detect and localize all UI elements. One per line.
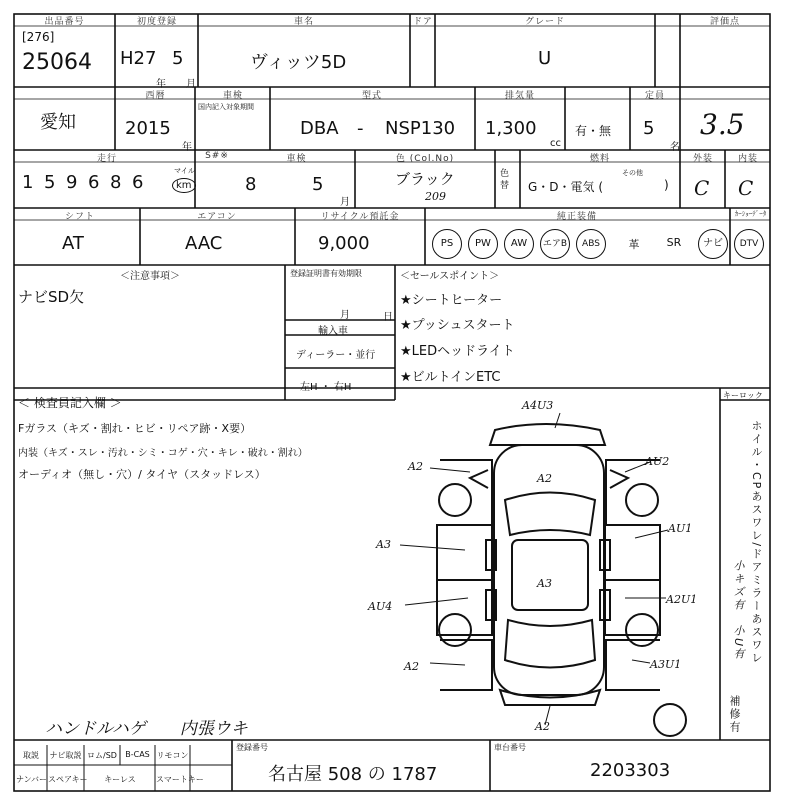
dealer-label: ディーラー・並行 <box>296 350 376 361</box>
mileage-digit: 5 <box>44 172 56 193</box>
aircon-label: エアコン <box>197 212 237 222</box>
lot-number: 25064 <box>22 50 92 75</box>
score-value: 3.5 <box>700 108 745 141</box>
equip-airbag-badge: エアB <box>540 229 570 259</box>
sales-point: ★シートヒーター <box>400 293 503 308</box>
capacity-label: 定員 <box>644 91 665 101</box>
option-navi-manual: ナビ取説 <box>49 751 82 760</box>
displacement: 1,300 <box>485 118 537 139</box>
damage-mark: A2 <box>537 472 552 485</box>
option-manual: 取説 <box>23 751 39 760</box>
mileage-unit-alt: マイル <box>174 167 195 175</box>
equip-dtv-badge: DTV <box>734 229 764 259</box>
media-label: ｶｰｼｮｰﾃﾞｰﾀ <box>734 210 767 218</box>
notes-header: ＜注意事項＞ <box>120 271 180 282</box>
fuel-options: G・D・電気 ( <box>528 180 604 194</box>
damage-mark: A2U1 <box>666 593 698 606</box>
recycle-fee: 9,000 <box>318 233 370 254</box>
mileage-digit: 1 <box>22 172 34 193</box>
damage-mark: A3 <box>537 577 552 590</box>
fuel-code-label: S#※ <box>205 151 229 161</box>
mileage-digit: 9 <box>66 172 78 193</box>
plate-label: 登録番号 <box>236 743 268 752</box>
lot-label: 出品番号 <box>44 17 85 27</box>
option-keyless: キーレス <box>104 775 136 784</box>
damage-mark: AU2 <box>645 455 670 468</box>
color-code: 209 <box>425 190 446 203</box>
notes-line: ナビSD欠 <box>18 288 85 306</box>
type-prefix: DBA <box>300 118 339 139</box>
damage-mark: AU4 <box>368 600 393 613</box>
ac-label: 有・無 <box>575 124 612 138</box>
capacity-unit: 名 <box>670 142 680 153</box>
inspect-label: 車検 <box>222 91 243 101</box>
side-note-1: ホイル・CPあスワレ/ドアミラーあスワレ <box>750 420 763 666</box>
mileage-unit: km <box>172 178 196 193</box>
option-plate: ナンバー <box>16 775 48 784</box>
equip-ps-badge: PS <box>432 229 462 259</box>
color: ブラック <box>395 170 455 188</box>
equip-navi-badge: ナビ <box>698 229 728 259</box>
key-lock-label: キーロック <box>723 391 763 400</box>
validity-label: 登録証明書有効期限 <box>290 269 362 278</box>
model-label: 車名 <box>293 17 314 27</box>
mileage-digit: 8 <box>110 172 122 193</box>
damage-mark: A2 <box>535 720 550 733</box>
mileage-digits <box>22 172 154 193</box>
type-dash: - <box>357 118 364 139</box>
sales-point: ★LEDヘッドライト <box>400 344 515 359</box>
inspector-glass: Fガラス（キズ・割れ・ヒビ・リペア跡・X要） <box>18 422 252 435</box>
side-note-3: 補修有 <box>728 695 741 734</box>
displacement-unit: cc <box>550 138 561 149</box>
shift-label: シフト <box>64 212 95 222</box>
shaken-year: 8 <box>245 174 257 195</box>
damage-mark: A3 <box>376 538 391 551</box>
equipment-label: 純正装備 <box>556 212 597 222</box>
shaken-unit: 月 <box>340 197 350 208</box>
option-remote: リモコン <box>156 751 189 760</box>
capacity: 5 <box>643 118 655 139</box>
damage-mark: A2 <box>408 460 423 473</box>
model-name: ヴィッツ5D <box>250 52 347 73</box>
option-bcas: B-CAS <box>125 750 150 759</box>
fuel-other: その他 <box>622 169 643 177</box>
damage-mark: A2 <box>404 660 419 673</box>
sales-point: ★プッシュスタート <box>400 318 515 333</box>
import-label: 輸入車 <box>318 326 348 337</box>
door-label: ドア <box>413 17 433 27</box>
shift: AT <box>62 233 84 254</box>
color-label: 色 (Col.No) <box>395 154 455 164</box>
month-unit: 月 <box>186 79 196 90</box>
inspect-sub: 国内記入対象期間 <box>198 103 254 111</box>
plate-number: 名古屋 508 の 1787 <box>268 764 438 785</box>
score-header-label: 評価点 <box>709 17 740 27</box>
fuel-close: ) <box>664 178 669 192</box>
first-reg-era: H27 <box>120 48 157 69</box>
first-reg-label: 初度登録 <box>136 17 177 27</box>
validity-day: 日 <box>383 312 393 323</box>
lot-sub: [276] <box>22 30 55 44</box>
mileage-digit: 6 <box>132 172 144 193</box>
exterior-grade: C <box>694 176 710 200</box>
interior-grade: C <box>738 176 754 200</box>
equip-sunroof: SR <box>666 236 682 249</box>
equip-leather: 革 <box>628 238 640 251</box>
equip-abs-badge: ABS <box>576 229 606 259</box>
color-change-label: 色替 <box>500 169 510 191</box>
side-note-2: 小キズ有 小U有 <box>732 560 745 662</box>
type-code: NSP130 <box>385 118 456 139</box>
exterior-label: 外装 <box>692 154 713 164</box>
recycle-label: リサイクル預託金 <box>320 212 400 222</box>
equip-aw-badge: AW <box>504 229 534 259</box>
option-rom-sd: ロム/SD <box>87 751 117 760</box>
shaken-label: 車検 <box>286 154 307 164</box>
model-year: 2015 <box>125 118 171 139</box>
grade: U <box>538 48 552 69</box>
mileage-digit: 6 <box>88 172 100 193</box>
type-label: 型式 <box>361 91 382 101</box>
option-smart-key: スマートキー <box>156 775 204 784</box>
model-year-unit: 年 <box>182 142 192 153</box>
grade-label: グレード <box>524 17 565 27</box>
chassis-number: 2203303 <box>590 760 671 781</box>
sales-point: ★ビルトインETC <box>400 370 501 385</box>
inspector-interior: 内装（キズ・スレ・汚れ・シミ・コゲ・穴・キレ・破れ・割れ） <box>18 448 308 459</box>
sales-header: ＜セールスポイント＞ <box>400 271 500 282</box>
model-year-label: 西暦 <box>145 91 166 101</box>
damage-mark: A4U3 <box>522 399 554 412</box>
inspector-handwritten: ハンドルハゲ 内張ウキ <box>45 719 248 739</box>
mileage-label: 走行 <box>96 154 117 164</box>
interior-label: 内装 <box>737 154 758 164</box>
option-spare-key: スペアキー <box>48 775 88 784</box>
validity-month: 月 <box>340 310 350 321</box>
damage-mark: AU1 <box>668 522 693 535</box>
region: 愛知 <box>40 112 76 133</box>
inspector-audio: オーディオ（無し・穴）/ タイヤ（スタッドレス） <box>18 468 266 481</box>
aircon: AAC <box>185 233 223 254</box>
fuel-type-label: 燃料 <box>589 154 610 164</box>
inspector-header: ＜ 検査員記入欄 ＞ <box>18 396 122 410</box>
steering-label: 左H ・ 右H <box>300 382 352 393</box>
damage-mark: A3U1 <box>650 658 682 671</box>
chassis-label: 車台番号 <box>494 743 526 752</box>
equip-pw-badge: PW <box>468 229 498 259</box>
displacement-label: 排気量 <box>504 91 535 101</box>
shaken-month: 5 <box>312 174 324 195</box>
year-unit: 年 <box>156 79 166 90</box>
first-reg-month: 5 <box>172 48 184 69</box>
